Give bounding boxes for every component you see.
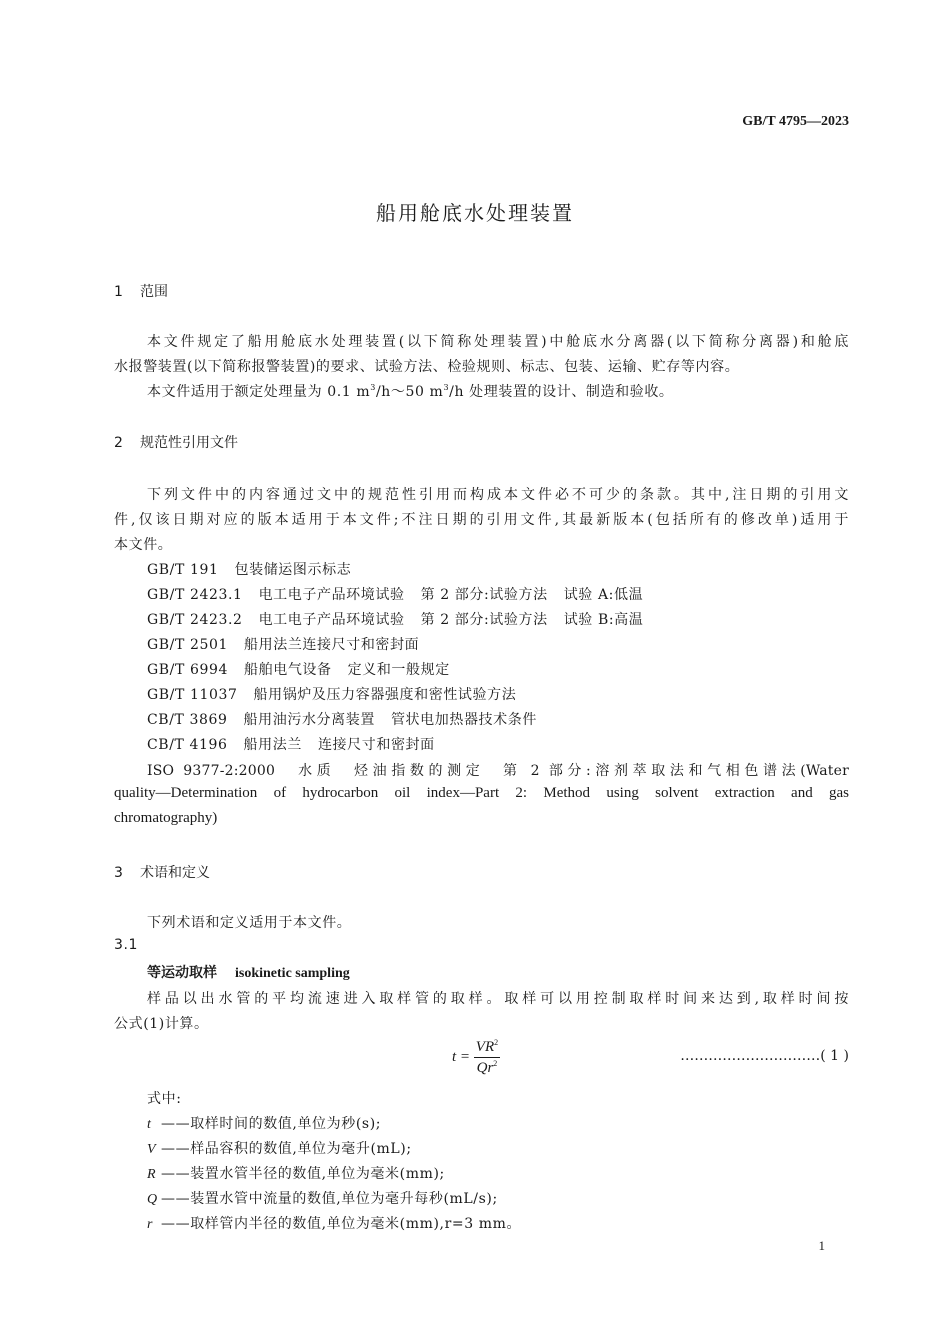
text-segment: /h 处理装置的设计、制造和验收。 — [449, 384, 674, 400]
symbol-definition — [147, 1163, 445, 1183]
term-definition-line: 样品以出水管的平均流速进入取样管的取样。取样可以用控制取样时间来达到,取样时间按 — [147, 991, 849, 1007]
section-number: 1 — [114, 284, 123, 300]
reference-title: 船舶电气设备 — [244, 662, 332, 678]
document-title: 船用舱底水处理装置 — [376, 201, 574, 225]
section-title: 规范性引用文件 — [140, 435, 238, 451]
superscript: 3 — [370, 383, 376, 392]
reference-part: 定义和一般规定 — [347, 662, 450, 678]
formula-lhs: t = — [452, 1048, 471, 1065]
scope-applicability — [147, 381, 674, 401]
symbol-description: ——装置水管中流量的数值,单位为毫升每秒(mL/s); — [161, 1191, 498, 1207]
reference-item — [147, 584, 643, 604]
references-intro-line: 本文件。 — [114, 537, 173, 553]
reference-test: 试验 B:高温 — [563, 612, 644, 628]
symbol: Q — [147, 1192, 158, 1207]
scope-paragraph-line: 本文件规定了船用舱底水处理装置(以下简称处理装置)中舱底水分离器(以下简称分离器)和舱底 — [147, 334, 849, 350]
section-title: 范围 — [140, 284, 168, 300]
standard-number: GB/T 4795—2023 — [742, 114, 849, 129]
reference-code: GB/T 6994 — [147, 662, 229, 678]
reference-code: CB/T 3869 — [147, 712, 228, 728]
symbol-description: ——装置水管半径的数值,单位为毫米(mm); — [161, 1166, 445, 1182]
formula-denominator — [477, 1058, 498, 1077]
symbol-definition — [147, 1213, 521, 1233]
symbol-description: ——取样时间的数值,单位为秒(s); — [161, 1116, 382, 1132]
numerator-text: VR — [475, 1039, 495, 1055]
symbol: t — [147, 1117, 152, 1132]
iso-reference-line: chromatography) — [114, 810, 218, 826]
text-segment: /h～50 m — [375, 384, 444, 400]
section-1-heading — [114, 281, 168, 301]
reference-code: CB/T 4196 — [147, 737, 228, 753]
reference-item — [147, 684, 516, 704]
symbol-definition — [147, 1138, 412, 1158]
reference-title: 船用法兰 — [243, 737, 302, 753]
reference-title: 船用锅炉及压力容器强度和密性试验方法 — [253, 687, 517, 703]
reference-item — [147, 734, 435, 754]
denominator-text: Qr — [476, 1060, 494, 1076]
section-number: 2 — [114, 435, 123, 451]
formula-numerator — [474, 1038, 500, 1058]
symbol-description: ——样品容积的数值,单位为毫升(mL); — [161, 1141, 412, 1157]
reference-title: 船用油污水分离装置 — [243, 712, 375, 728]
reference-title: 船用法兰连接尺寸和密封面 — [244, 637, 420, 653]
term-chinese: 等运动取样 — [147, 965, 217, 981]
reference-test: 试验 A:低温 — [563, 587, 644, 603]
symbol: R — [147, 1167, 157, 1182]
term-number: 3.1 — [114, 937, 139, 953]
term-english: isokinetic sampling — [235, 966, 350, 981]
symbol: r — [147, 1217, 154, 1232]
reference-item — [147, 659, 450, 679]
formula-number: …………………………( 1 ) — [680, 1048, 849, 1064]
reference-item — [147, 609, 643, 629]
reference-code: GB/T 11037 — [147, 687, 238, 703]
reference-title: 电工电子产品环境试验 — [258, 612, 405, 628]
page-number: 1 — [818, 1238, 825, 1253]
reference-title: 包装储运图示标志 — [234, 562, 352, 578]
formula-fraction — [474, 1038, 500, 1077]
references-intro-line: 件,仅该日期对应的版本适用于本文件;不注日期的引用文件,其最新版本(包括所有的修改单)适用于 — [114, 512, 849, 528]
superscript: 2 — [493, 1059, 498, 1068]
term-definition-line: 公式(1)计算。 — [114, 1016, 209, 1032]
reference-part: 管状电加热器技术条件 — [390, 712, 537, 728]
symbol-definition — [147, 1113, 381, 1133]
iso-reference-line: ISO 9377-2:2000 水质 烃油指数的测定 第 2 部分:溶剂萃取法和气相色谱法(Water — [147, 763, 849, 779]
reference-code: GB/T 2423.1 — [147, 587, 243, 603]
symbol: V — [147, 1142, 157, 1157]
term-entry — [147, 962, 350, 982]
formula — [452, 1038, 500, 1077]
reference-part: 第 2 部分:试验方法 — [420, 587, 548, 603]
section-3-heading — [114, 862, 210, 882]
reference-code: GB/T 2423.2 — [147, 612, 243, 628]
reference-part: 第 2 部分:试验方法 — [420, 612, 548, 628]
reference-item — [147, 709, 537, 729]
where-label: 式中: — [147, 1091, 182, 1107]
section-number: 3 — [114, 865, 123, 881]
references-intro-line: 下列文件中的内容通过文中的规范性引用而构成本文件必不可少的条款。其中,注日期的引用文 — [147, 487, 849, 503]
symbol-definition — [147, 1188, 498, 1208]
section-title: 术语和定义 — [140, 865, 210, 881]
section-2-heading — [114, 432, 238, 452]
terms-intro: 下列术语和定义适用于本文件。 — [147, 915, 352, 931]
reference-code: GB/T 2501 — [147, 637, 229, 653]
reference-title: 电工电子产品环境试验 — [258, 587, 405, 603]
text-segment: 本文件适用于额定处理量为 0.1 m — [147, 384, 371, 400]
symbol-description: ——取样管内半径的数值,单位为毫米(mm),r=3 mm。 — [161, 1216, 522, 1232]
scope-paragraph-line: 水报警装置(以下简称报警装置)的要求、试验方法、检验规则、标志、包装、运输、贮存等内容。 — [114, 359, 740, 375]
reference-part: 连接尺寸和密封面 — [317, 737, 435, 753]
reference-code: GB/T 191 — [147, 562, 219, 578]
reference-item — [147, 559, 351, 579]
reference-item — [147, 634, 419, 654]
iso-reference-line: quality—Determination of hydrocarbon oil index—Part 2: Method using solvent extraction and gas — [114, 785, 849, 801]
superscript: 2 — [494, 1038, 499, 1047]
superscript: 3 — [443, 383, 450, 392]
